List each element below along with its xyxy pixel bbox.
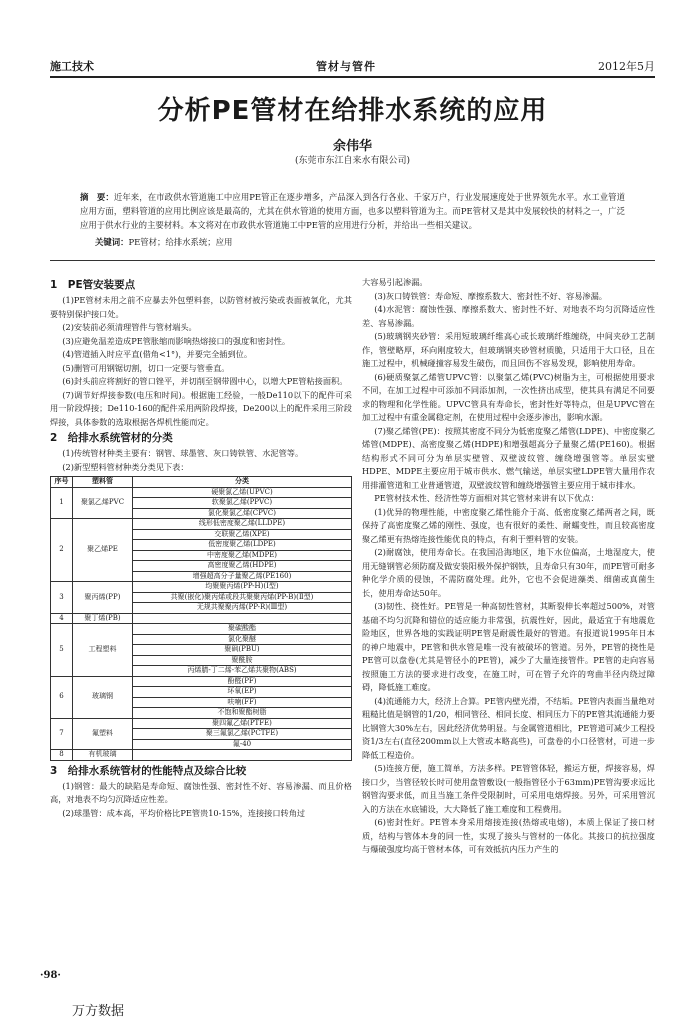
table-cell-pipe: 聚丁烯(PB) <box>73 613 133 624</box>
table-cell-category: 聚酰胺 <box>133 655 352 666</box>
table-cell-category: 无规共聚聚丙烯(PP-R)(Ⅲ型) <box>133 603 352 614</box>
table-row <box>51 582 352 593</box>
paragraph: (2)球墨管：成本高，平均价格比PE管贵10-15%，连接接口转角过 <box>62 807 306 818</box>
running-header <box>50 56 655 78</box>
section-heading: 3 给排水系统管材的性能特点及综合比较 <box>50 764 247 777</box>
table-cell-category: 聚四氟乙烯(PTFE) <box>133 718 352 729</box>
table-cell-category: 增强超高分子量聚乙烯(PE160) <box>133 571 352 582</box>
table-header-row <box>51 477 352 488</box>
paragraph: (2)安装前必须清理管件与管材端头。 <box>62 322 197 332</box>
paragraph: (1)PE管材未用之前不应暴去外包塑料套，以防管材被污染或表面被氧化，尤其要特别保护接口处。 <box>50 295 352 319</box>
paragraph: (2)耐腐蚀，使用寿命长。在我国沿海地区，地下水位偏高，土地湿度大，使用无缝钢管必须防腐及做安装阳极外保护钢铁，且寿命只有30年，而PE管可耐多种化学介质的侵蚀，不需防腐处理。此外，它也不会促进藻类、细菌或真菌生长，使用寿命达50年。 <box>362 547 655 598</box>
author-affiliation: (东莞市东江自来水有限公司) <box>294 156 411 166</box>
table-cell-category: 线形低密度聚乙烯(LLDPE) <box>133 519 352 530</box>
right-column <box>362 276 655 857</box>
section-heading: 2 给排水系统管材的分类 <box>50 432 173 444</box>
paper-title: 分析PE管材在给排水系统的应用 <box>157 96 548 126</box>
table-cell-category: 聚三氟氯乙烯(PCTFE) <box>133 729 352 740</box>
table-cell-number: 3 <box>51 582 73 614</box>
table-cell-category: 不饱和聚酯树脂 <box>133 708 352 719</box>
paragraph: (5)连接方便，施工简单，方法多样。PE管管体轻，搬运方便，焊接容易，焊接口少，当管径较长时可使用盘管敷设(一般指管径小于63mm)PE管沟要求远比钢管沟要求低，而且当施工条件受限制时，可采用电熔焊接。另外，可采用管沉入的方法在水底铺设，大大降低了施工难度和工程费用。 <box>362 763 655 814</box>
table-header-cell: 塑料管 <box>73 477 133 488</box>
table-row <box>51 519 352 530</box>
paragraph: (7)调节好焊接参数(电压和时间)。根据施工经验，一般De110以下的配件可采用一阶段焊接；De110-160的配件采用两阶段焊接，De200以上的配件采用三阶段焊接，具体参数的选取根据各焊机性能而定。 <box>50 389 352 427</box>
table-cell-number: 2 <box>51 519 73 582</box>
table-cell-number: 8 <box>51 750 73 761</box>
table-cell-number: 6 <box>51 676 73 718</box>
table-cell-category: 丙烯腈-丁二烯-苯乙烯共聚物(ABS) <box>133 666 352 677</box>
section-heading: 1 PE管安装要点 <box>50 279 136 291</box>
paragraph: (1)钢管：最大的缺陷是寿命短、腐蚀性强、密封性不好、容易渗漏、而且价格高，对地表不均匀沉降适应性差。 <box>50 780 352 804</box>
page-number: ·98· <box>40 970 61 981</box>
table-cell-category: 氯化聚醚 <box>133 634 352 645</box>
paragraph: (7)聚乙烯管(PE)：按照其密度不同分为低密度聚乙烯管(LDPE)、中密度聚乙烯管(MDPE)、高密度聚乙烯(HDPE)和增强超高分子量聚乙烯(PE160)。根据结构形式不同可分为单层实壁管、双壁波纹管、缠绕增强管等。单层实壁HDPE、MDPE主要应用于城市供水、燃气输送，单层实壁LDPE管大量用作农用排灌管道和工业普通管道，双壁波纹管和缠绕增强管主要应用于城市排水。 <box>362 425 655 490</box>
table-row <box>51 613 352 624</box>
table-cell-category <box>133 750 352 761</box>
abstract-text: 近年来，在市政供水管道施工中应用PE管正在逐步增多，产品深入到各行各业、千家万户，行业发展速度处于世界领先水平。水工业管道应用方面，塑料管道的应用比例应该是最高的，尤其在供水管道的使用方面，也多以塑料管道为主。而PE管材又是其中发展较快的材料之一，广泛应用于供水行业的主要材料。本文将对在市政供水管道施工中PE管的应用进行分析，并给出一些相关建议。 <box>80 192 625 230</box>
table-row <box>51 487 352 498</box>
paragraph: (5)玻璃钢夹砂管：采用短玻璃纤维高心或长玻璃纤维缠绕，中间夹砂工艺制作，管壁略厚，环向刚度较大，但玻璃钢夹砂管材质脆，只适用于大口径，且在施工过程中，机械碰撞容易发生破伤，而且回伤不容易发现，影响使用寿命。 <box>362 331 655 368</box>
left-column <box>50 276 352 820</box>
paragraph: (1)优异的物理性能，中密度聚乙烯性能介于高、低密度聚乙烯两者之间，既保持了高密度聚乙烯的刚性、强度，也有很好的柔性、耐蠕变性，而且较高密度聚乙烯更有热熔连接性能优良的特点，有利于塑料管的安装。 <box>362 506 655 544</box>
paragraph: (1)传统管材种类主要有：钢管、球墨管、灰口铸铁管、水泥管等。 <box>62 448 304 458</box>
abstract-label: 摘 要： <box>80 192 114 202</box>
paragraph: (4)流通能力大，经济上合算。PE管内壁光滑，不结垢。PE管内表面当量绝对粗糙比值是钢管的1/20，相同管径、相同长度、相同压力下的PE管其流通能力要比钢管大30%左右，因此经济优势明显。与金属管道相比，PE管道可减少工程投资1/3左右(直径200mm以上大管或本略高些)，可盘卷的小口径管材，可进一步降低工程造价。 <box>362 695 655 760</box>
table-cell-category <box>133 613 352 624</box>
table-cell-pipe: 玻璃钢 <box>73 676 133 718</box>
table-cell-category: 氯化聚氯乙烯(CPVC) <box>133 508 352 519</box>
paragraph: 大容易引起渗漏。 <box>362 277 428 287</box>
pipe-classification-table <box>50 476 352 761</box>
author-name: 余伟华 <box>332 139 372 154</box>
table-cell-number: 4 <box>51 613 73 624</box>
table-cell-category: 聚碳酸酯 <box>133 624 352 635</box>
table-cell-pipe: 聚乙烯PE <box>73 519 133 582</box>
table-cell-category: 呋喃(FF) <box>133 697 352 708</box>
header-center: 管材与管件 <box>316 60 376 73</box>
keywords <box>95 236 625 248</box>
divider <box>50 260 655 261</box>
paragraph: PE管材技术性、经济性等方面相对其它管材来讲有以下优点： <box>374 493 599 503</box>
table-cell-category: 高密度聚乙烯(HDPE) <box>133 561 352 572</box>
table-cell-pipe: 聚丙烯(PP) <box>73 582 133 614</box>
paragraph: (4)管道插入时应平直(借角<1°)，并要完全插到位。 <box>62 349 253 359</box>
paragraph: (3)应避免温差造成PE管胀缩而影响热熔接口的强度和密封性。 <box>62 335 291 346</box>
table-cell-pipe: 聚氯乙烯PVC <box>73 487 133 519</box>
paragraph: (3)韧性、挠性好。PE管是一种高韧性管材，其断裂伸长率超过500%，对管基础不均匀沉降和错位的适应能力非常强，抗震性好，因此，最适宜于有地震危险地区，世界各地的实践证明PE管是耐震性最好的管道。有报道说1995年日本的神户地震中，PE管和供水管是唯一没有被破坏的管道。另外，PE管的挠性是PE管可以盘卷(尤其是管径小的PE管)，减少了大量连接管件。PE管的走向容易按照施工方法的要求进行改变，在施工时，可在管子允许的弯曲半径内绕过障碍，降低施工难度。 <box>362 601 655 692</box>
table-cell-category: 聚砜(PBU) <box>133 645 352 656</box>
abstract <box>80 190 625 232</box>
paragraph: (2)新型塑料管材种类分类见下表： <box>62 461 189 472</box>
paragraph: (4)水泥管：腐蚀性强、摩擦系数大、密封性不好、对地表不均匀沉降适应性差、容易渗漏。 <box>362 304 655 328</box>
table-cell-category: 氟-40 <box>133 739 352 750</box>
table-row <box>51 624 352 635</box>
paragraph: (6)密封性好。PE管本身采用熔接连接(热熔或电熔)，本质上保证了接口材质，结构与管体本身的同一性，实现了接头与管材的一体化。其接口的抗拉强度与爆破强度均高于管材本体，可有效抵抗内压力产生的 <box>362 817 655 854</box>
table-cell-category: 软聚氯乙烯(PPVC) <box>133 498 352 509</box>
table-row <box>51 750 352 761</box>
paragraph: (6)硬质聚氯乙烯管UPVC管：以聚氯乙烯(PVC)树脂为主，可根据使用要求不同，在加工过程中可添加不同添加剂，一次性挤出成型，使其具有满足不同要求的物理和化学性能。UPVC管具有寿命长，密封性好等特点，但是UPVC管在加工过程中有重金属稳定剂，在使用过程中会逐步渗出，影响水源。 <box>362 371 655 422</box>
table-cell-number: 1 <box>51 487 73 519</box>
table-cell-category: 酚醛(PF) <box>133 676 352 687</box>
table-cell-category: 硬聚氯乙烯(UPVC) <box>133 487 352 498</box>
table-cell-category: 共聚(嵌化)聚丙烯或段共聚聚丙烯(PP-B)(Ⅱ型) <box>133 592 352 603</box>
table-cell-category: 交联聚乙烯(XPE) <box>133 529 352 540</box>
paragraph: (3)灰口铸铁管：寿命短、摩擦系数大、密封性不好、容易渗漏。 <box>374 290 607 301</box>
table-cell-category: 中密度聚乙烯(MDPE) <box>133 550 352 561</box>
keywords-text: PE管材；给排水系统；应用 <box>128 237 233 247</box>
table-row <box>51 676 352 687</box>
table-row <box>51 718 352 729</box>
table-cell-category: 低密度聚乙烯(LDPE) <box>133 540 352 551</box>
table-cell-pipe: 工程塑料 <box>73 624 133 677</box>
table-cell-category: 均聚聚丙烯(PP-H)(Ⅰ型) <box>133 582 352 593</box>
paragraph: (5)删管可用钢锯切割，切口一定要与管垂直。 <box>62 362 230 373</box>
table-cell-pipe: 氟塑料 <box>73 718 133 750</box>
table-cell-category: 环氧(EP) <box>133 687 352 698</box>
header-right: 2012年5月 <box>598 60 655 73</box>
table-cell-number: 7 <box>51 718 73 750</box>
watermark: 万方数据 <box>72 1004 125 1019</box>
table-cell-number: 5 <box>51 624 73 677</box>
table-cell-pipe: 有机玻璃 <box>73 750 133 761</box>
table-header-cell: 分类 <box>133 477 352 488</box>
header-left: 施工技术 <box>50 60 94 73</box>
table-header-cell: 序号 <box>51 477 73 488</box>
keywords-label: 关键词： <box>95 237 129 247</box>
paragraph: (6)封头前应将割好的管口锉平，并切削至钢带圆中心，以增大PE管粘接面积。 <box>62 376 348 386</box>
